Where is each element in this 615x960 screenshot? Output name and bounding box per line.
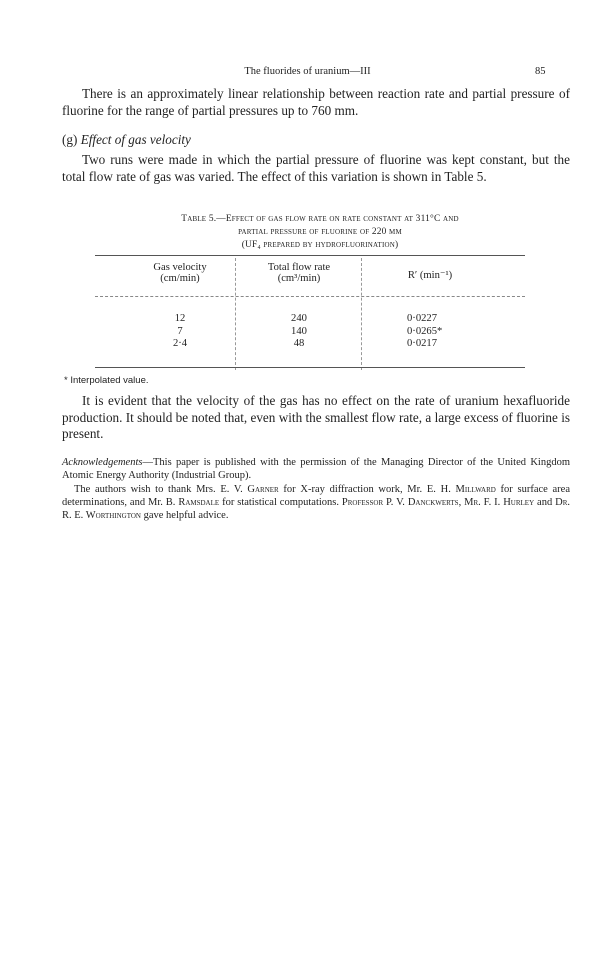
acknowledgements-paragraph bbox=[62, 456, 570, 482]
table-cell: 0·0217 bbox=[407, 338, 438, 349]
col-gas-velocity-values bbox=[120, 313, 240, 351]
section-label: (g) bbox=[62, 132, 78, 147]
thanks-text: The authors wish to thank Mrs. E. V. bbox=[74, 484, 248, 495]
page-number: 85 bbox=[535, 66, 546, 77]
col-rate-constant-values bbox=[407, 313, 487, 351]
table-footnote: * Interpolated value. bbox=[64, 375, 149, 386]
table-cell: 2·4 bbox=[172, 338, 188, 349]
table-header-rule bbox=[95, 296, 525, 297]
person-name: Professor P. V. Danckwerts bbox=[341, 497, 459, 508]
thanks-text: and bbox=[534, 497, 556, 508]
person-name: Ramsdale bbox=[178, 497, 220, 508]
col-header-gas-velocity bbox=[120, 262, 240, 284]
person-name: Garner bbox=[247, 484, 279, 495]
intro-paragraph: There is an approximately linear relationship between reaction rate and partial pressure of fluorine for the range of partial pressures up to 760 mm. bbox=[62, 86, 570, 118]
section-title: Effect of gas velocity bbox=[80, 132, 191, 147]
table-caption-line2: partial pressure of fluorine of 220 mm bbox=[238, 227, 402, 237]
col-divider bbox=[361, 258, 362, 370]
thanks-text: for surface area determinations, and Mr. B. bbox=[62, 484, 570, 508]
table-cell: 7 bbox=[177, 325, 183, 337]
section-heading bbox=[62, 132, 570, 149]
col-header-total-flow bbox=[240, 262, 358, 284]
table-bottom-rule bbox=[95, 367, 525, 368]
thanks-paragraph bbox=[62, 483, 570, 522]
col-header-label: Gas velocity bbox=[153, 262, 207, 273]
table-cell: 0·0227 bbox=[407, 313, 438, 324]
thanks-text: , bbox=[458, 497, 465, 508]
conclusion-paragraph: It is evident that the velocity of the gas has no effect on the rate of uranium hexafluoride production. It should be noted that, even with the smallest flow rate, a large excess of fluorine is present. bbox=[62, 393, 570, 441]
table-cell: 140 bbox=[291, 325, 307, 337]
col-header-unit: (cm/min) bbox=[160, 273, 200, 284]
acknowledgements-label: Acknowledgements bbox=[62, 457, 143, 468]
person-name: Dr. R. E. Worthington bbox=[62, 497, 570, 521]
col-header-unit: (cm³/min) bbox=[277, 273, 321, 284]
table-cell: 48 bbox=[293, 338, 305, 349]
table-caption-line3: (UF₄ prepared by hydrofluorination) bbox=[241, 240, 399, 250]
col-header-label: R′ (min⁻¹) bbox=[407, 270, 453, 281]
table-cell: 0·0265* bbox=[407, 325, 443, 337]
thanks-text: for X-ray diffraction work, Mr. E. H. bbox=[278, 484, 456, 495]
col-header-label: Total flow rate bbox=[267, 262, 331, 273]
col-header-rate-constant bbox=[365, 269, 495, 281]
person-name: Millward bbox=[455, 484, 496, 495]
col-total-flow-values bbox=[240, 313, 358, 351]
person-name: Mr. F. I. Hurley bbox=[464, 497, 535, 508]
acknowledgements-text: —This paper is published with the permission of the Managing Director of the United Kingdom Atomic Energy Authority (Industrial Group). bbox=[62, 457, 570, 481]
table-caption-line1: Table 5.—Effect of gas flow rate on rate constant at 311°C and bbox=[181, 214, 459, 224]
table-cell: 240 bbox=[291, 313, 307, 324]
table-top-rule bbox=[95, 255, 525, 256]
table-cell: 12 bbox=[174, 313, 186, 324]
section-paragraph: Two runs were made in which the partial pressure of fluorine was kept constant, but the total flow rate of gas was varied. The effect of this variation is shown in Table 5. bbox=[62, 152, 570, 184]
running-title: The fluorides of uranium—III bbox=[244, 66, 371, 77]
thanks-text: gave helpful advice. bbox=[140, 510, 229, 521]
thanks-text: for statistical computations. bbox=[219, 497, 342, 508]
